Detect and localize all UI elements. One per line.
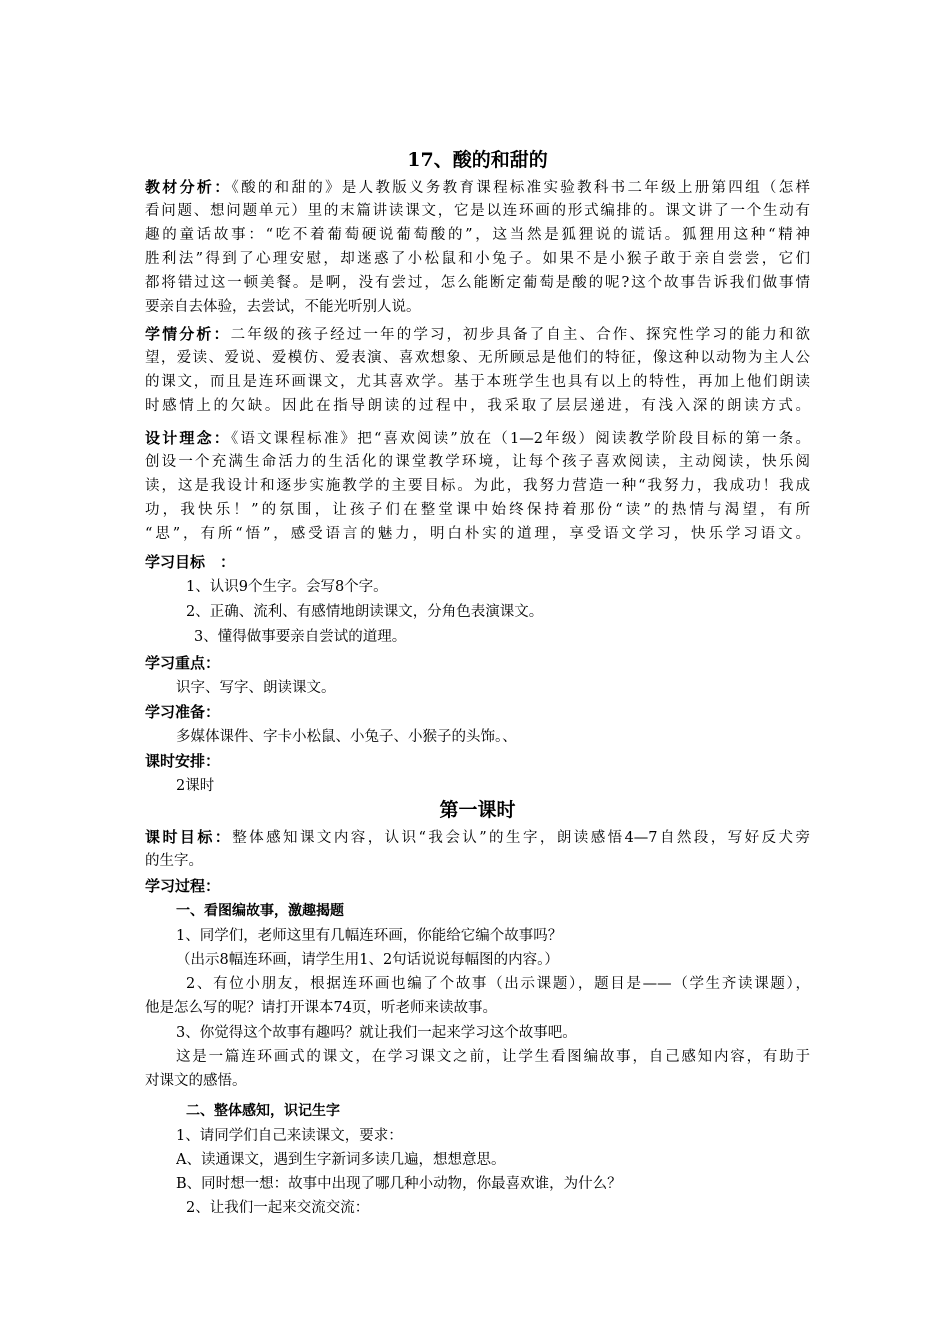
step1-p3a: 2、有位小朋友，根据连环画也编了个故事（出示课题），题目是——（学生齐读课题），: [186, 976, 810, 992]
focus-text: 识字、写字、朗读课文。: [176, 680, 336, 696]
lesson1-title: 第一课时: [439, 799, 516, 821]
design-line-3: 读，这是我设计和逐步实施教学的主要目标。为此，我努力营造一种“我努力，我成功！我成: [145, 478, 810, 494]
focus-label: 学习重点：: [145, 654, 221, 672]
lesson1-goal-label: 课时目标：: [145, 828, 233, 846]
goal-item-1: 1、认识9个生字。会写8个字。: [186, 579, 388, 595]
learner-line-1: 学情分析：二年级的孩子经过一年的学习，初步具备了自主、合作、探究性学习的能力和欲: [145, 325, 810, 343]
analysis-line-1: 教材分析：《酸的和甜的》是人教版义务教育课程标准实验教科书二年级上册第四组（怎样: [145, 178, 810, 196]
step1-p3b: 他是怎么写的呢？请打开课本74页，听老师来读故事。: [145, 1000, 497, 1016]
design-line-4: 功，我快乐！”的氛围，让孩子们在整堂课中始终保持着那份“读”的热情与渴望，有所: [145, 502, 810, 518]
design-line-1: 设计理念：《语文课程标准》把“喜欢阅读”放在（1—2年级）阅读教学阶段目标的第一条。: [145, 429, 810, 447]
lesson1-goal-line-1: 课时目标：整体感知课文内容，认识“我会认”的生字，朗读感悟4—7自然段，写好反犬旁: [145, 828, 810, 846]
schedule-text: 2课时: [176, 778, 215, 794]
lesson1-goal-line-2: 的生字。: [145, 853, 203, 869]
prep-text: 多媒体课件、字卡小松鼠、小兔子、小猴子的头饰。、: [176, 729, 517, 745]
step1-p5a: 这是一篇连环画式的课文，在学习课文之前，让学生看图编故事，自己感知内容，有助于: [176, 1049, 810, 1065]
goal-item-3: 3、懂得做事要亲自尝试的道理。: [194, 629, 407, 645]
step1-title: 一、看图编故事，激趣揭题: [176, 903, 344, 919]
analysis-line-5: 都将错过这一顿美餐。是啊，没有尝过，怎么能断定葡萄是酸的呢?这个故事告诉我们做事情: [145, 275, 810, 291]
design-line-5: “思”，有所“悟”，感受语言的魅力，明白朴实的道理，享受语文学习，快乐学习语文。: [145, 526, 810, 542]
design-label: 设计理念：: [145, 429, 231, 447]
step2-p1: 1、请同学们自己来读课文，要求：: [176, 1128, 403, 1144]
step1-p1: 1、同学们，老师这里有几幅连环画，你能给它编个故事吗？: [176, 928, 563, 944]
goals-label: 学习目标 ：: [145, 553, 236, 571]
analysis-line-3: 趣的童话故事：“吃不着葡萄硬说葡萄酸的”，这当然是狐狸说的谎话。狐狸用这种“精神: [145, 227, 810, 243]
learner-line-3: 的课文，而且是连环画课文，尤其喜欢学。基于本班学生也具有以上的特性，再加上他们朗读: [145, 374, 810, 390]
document-title: 17、酸的和甜的: [407, 149, 548, 171]
design-line-2: 创设一个充满生命活力的生活化的课堂教学环境，让每个孩子喜欢阅读，主动阅读，快乐阅: [145, 454, 810, 470]
step1-p4: 3、你觉得这个故事有趣吗？就让我们一起来学习这个故事吧。: [176, 1025, 577, 1041]
analysis-line-2: 看问题、想问题单元）里的末篇讲读课文，它是以连环画的形式编排的。课文讲了一个生动有: [145, 203, 810, 219]
schedule-label: 课时安排：: [145, 752, 221, 770]
step2-p2: A、读通课文，遇到生字新词多读几遍，想想意思。: [176, 1152, 506, 1168]
analysis-line-4: 胜利法”得到了心理安慰，却迷惑了小松鼠和小兔子。如果不是小猴子敢于亲自尝尝，它们: [145, 251, 810, 267]
analysis-line-6: 要亲自去体验，去尝试，不能光听别人说。: [145, 299, 421, 315]
step2-title: 二、整体感知，识记生字: [186, 1103, 340, 1119]
analysis-label: 教材分析：: [145, 178, 232, 196]
step1-p2: （出示8幅连环画，请学生用1、2句话说说每幅图的内容。）: [176, 952, 559, 968]
step2-p4: 2、让我们一起来交流交流：: [186, 1200, 370, 1216]
step2-p3: B、同时想一想：故事中出现了哪几种小动物，你最喜欢谁，为什么？: [176, 1176, 622, 1192]
step1-p5b: 对课文的感悟。: [145, 1073, 247, 1089]
learner-line-4: 时感情上的欠缺。因此在指导朗读的过程中，我采取了层层递进，有浅入深的朗读方式。: [145, 398, 810, 414]
process-label: 学习过程：: [145, 877, 221, 895]
learner-line-2: 望，爱读、爱说、爱模仿、爱表演、喜欢想象、无所顾忌是他们的特征，像这种以动物为主人公: [145, 350, 810, 366]
learner-label: 学情分析：: [145, 325, 231, 343]
prep-label: 学习准备：: [145, 703, 221, 721]
goal-item-2: 2、正确、流利、有感情地朗读课文，分角色表演课文。: [186, 604, 544, 620]
